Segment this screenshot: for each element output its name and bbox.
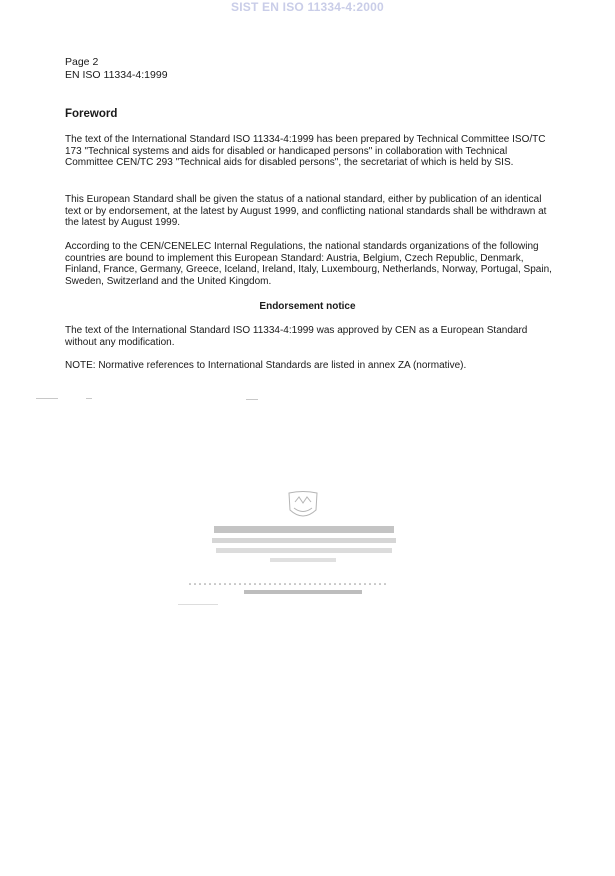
foreword-paragraph: This European Standard shall be given the status of a national standard, either by publication of an identical text or by endorsement, at the latest by August 1999, and conflicting national standards shall be withdrawn at the latest by August 1999. bbox=[65, 194, 547, 229]
page-header bbox=[65, 56, 168, 81]
foreword-paragraph: According to the CEN/CENELEC Internal Regulations, the national standards organizations of the following countries are bound to implement this European Standard: Austria, Belgium, Czech Republic, Denmark, Finland, France, Germany, Greece, Iceland, Ireland, Italy, Luxembourg, Netherlands, Norway, Portugal, Spain, Sweden, Switzerland and the United Kingdom. bbox=[65, 241, 552, 287]
endorsement-heading: Endorsement notice bbox=[259, 301, 356, 312]
scan-speck bbox=[36, 398, 58, 399]
normative-note: NOTE: Normative references to International Standards are listed in annex ZA (normative). bbox=[65, 360, 467, 371]
scan-speck bbox=[86, 398, 92, 399]
page-number: Page 2 bbox=[65, 56, 99, 68]
document-number: EN ISO 11334-4:1999 bbox=[65, 68, 168, 81]
stamp-text-lines bbox=[212, 526, 396, 562]
scan-speck bbox=[246, 399, 258, 400]
endorsement-paragraph: The text of the International Standard ISO 11334-4:1999 was approved by CEN as a European Standard without any modification. bbox=[65, 325, 528, 348]
stamp-dotted-line bbox=[189, 583, 386, 585]
foreword-heading: Foreword bbox=[65, 108, 118, 120]
watermark: SIST EN ISO 11334-4:2000 bbox=[231, 0, 384, 14]
faded-stamp-image bbox=[178, 488, 428, 618]
coat-of-arms-icon bbox=[289, 492, 317, 517]
foreword-paragraph: The text of the International Standard ISO 11334-4:1999 has been prepared by Technical Committee ISO/TC 173 "Technical systems and aids for disabled or handicaped persons" in collaboration with Technical Committee CEN/TC 293 "Technical aids for disabled persons", the secretariat of which is held by SIS. bbox=[65, 134, 546, 169]
stamp-caption-line bbox=[244, 590, 362, 594]
